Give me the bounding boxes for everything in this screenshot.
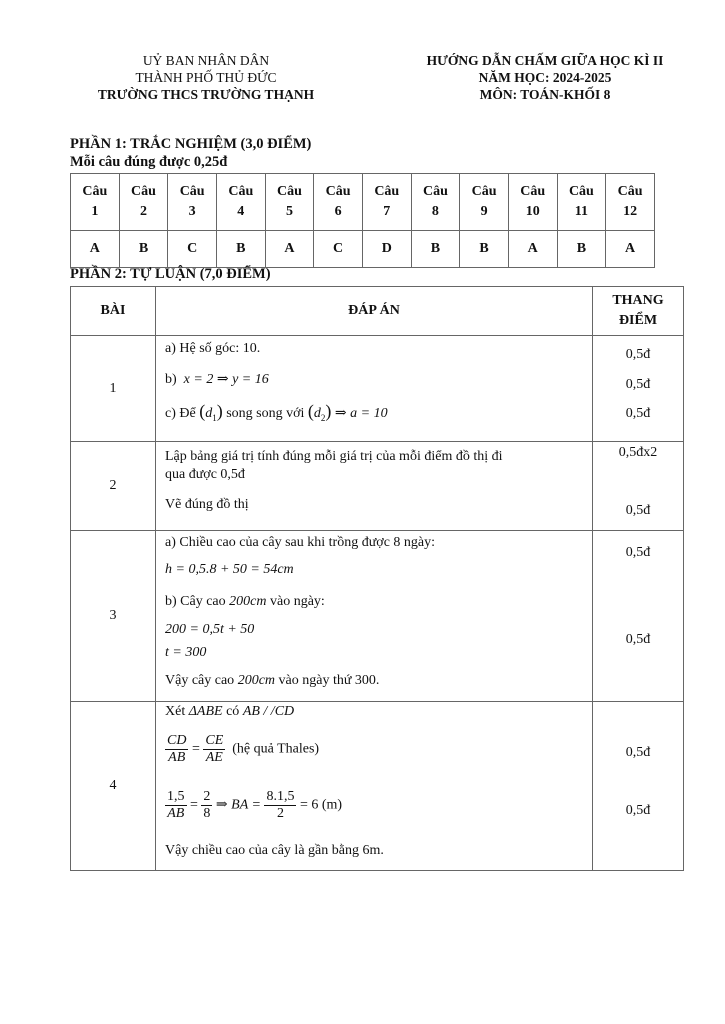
b3-equation-1: 200 = 0,5t + 50	[165, 622, 255, 637]
mcq-question-cell	[460, 174, 509, 231]
b3-a1-end: ngày:	[403, 535, 436, 550]
mcq-question-number: 7	[383, 204, 391, 219]
bai-number: 1	[71, 336, 156, 442]
b3-c-val: 200cm	[237, 673, 276, 688]
mcq-answer-cell: B	[557, 231, 606, 268]
mcq-question-cell	[508, 174, 557, 231]
frac-den: AB	[167, 806, 185, 821]
mcq-question-word: Câu	[325, 184, 351, 199]
mcq-question-word: Câu	[471, 184, 497, 199]
b1-part-b	[165, 371, 269, 388]
b4-conclusion: Vậy chiều cao của cây là gần bằng 6m.	[165, 843, 384, 858]
frac-den: 8	[203, 806, 211, 821]
mcq-answer-cell: A	[606, 231, 655, 268]
mcq-question-number: 8	[431, 204, 439, 219]
b3-part-a-text	[165, 535, 435, 551]
part1-subtitle: Mỗi câu đúng được 0,25đ	[70, 154, 228, 170]
header-right-line-1: HƯỚNG DẪN CHẤM GIỮA HỌC KÌ II	[426, 53, 664, 68]
mcq-question-number: 1	[91, 204, 99, 219]
col-dapan-header: ĐÁP ÁN	[156, 287, 593, 336]
mcq-question-cell	[168, 174, 217, 231]
b3-a1: a) Chiều cao của cây sau khi trồng được	[165, 535, 390, 550]
b4-frac-15-ab	[165, 789, 187, 822]
frac-num: 8.1,5	[266, 789, 295, 804]
mcq-question-word: Câu	[82, 184, 108, 199]
b3-conclusion	[165, 673, 379, 689]
mcq-question-word: Câu	[422, 184, 448, 199]
b3-b1-end: vào ngày:	[269, 594, 325, 609]
header-left	[70, 52, 342, 103]
b4-score-2: 0,5đ	[625, 803, 651, 818]
bai-number: 2	[71, 442, 156, 531]
b2-score-1: 0,5đx2	[618, 445, 658, 460]
header-right-line-3: MÔN: TOÁN-KHỐI 8	[479, 87, 611, 102]
mcq-question-number: 5	[285, 204, 293, 219]
mcq-question-word: Câu	[228, 184, 254, 199]
frac-num: CD	[167, 733, 187, 748]
mcq-question-number: 10	[525, 204, 540, 219]
table-row	[71, 531, 684, 702]
b3-b1-val: 200cm	[229, 594, 267, 609]
mcq-question-cell	[606, 174, 655, 231]
b1-part-c: c) Để $(d_1)$ song song với $(d_2)$ ⇒ a = 10	[165, 401, 388, 423]
mcq-question-word: Câu	[520, 184, 546, 199]
frac-num: CE	[205, 733, 224, 748]
bai-number: 3	[71, 531, 156, 702]
b1-c-d1: d	[205, 406, 213, 421]
header-left-line-3: TRƯỜNG THCS TRƯỜNG THẠNH	[97, 87, 315, 102]
mcq-question-number: 2	[139, 204, 147, 219]
mcq-question-cell	[362, 174, 411, 231]
essay-header-row	[71, 287, 684, 336]
mcq-answer-cell: A	[265, 231, 314, 268]
mcq-question-cell	[71, 174, 120, 231]
b1-c-sub2: 2	[320, 412, 326, 423]
table-row	[71, 336, 684, 442]
b4-frac-ce-ae	[203, 733, 225, 766]
mcq-answer-cell: B	[411, 231, 460, 268]
b2-line-1: Lập bảng giá trị tính đúng mỗi giá trị của mỗi điểm đồ thị đi	[165, 449, 503, 464]
mcq-question-word: Câu	[277, 184, 302, 199]
b2-score-2: 0,5đ	[625, 503, 651, 518]
bai-number: 4	[71, 702, 156, 871]
b3-part-b-text	[165, 594, 325, 610]
b4-l1-pre: Xét	[165, 704, 186, 719]
mcq-question-cell	[119, 174, 168, 231]
b4-l1-mid: có	[226, 704, 240, 719]
col-thang-label: THANG	[612, 293, 664, 308]
frac-num: 1,5	[167, 789, 185, 804]
mcq-question-word: Câu	[131, 184, 156, 199]
b1-part-a: a) Hệ số góc: 10.	[165, 341, 261, 356]
frac-den: AE	[205, 750, 223, 765]
header-right-line-2: NĂM HỌC: 2024-2025	[478, 70, 612, 85]
b4-l1-par: AB / /CD	[242, 704, 295, 719]
mcq-question-number: 3	[188, 204, 196, 219]
b4-l3-end: = 6 (m)	[299, 797, 343, 813]
mcq-answer-cell: A	[71, 231, 120, 268]
b4-line-1	[165, 704, 294, 720]
mcq-answer-table	[70, 173, 655, 268]
part1-title: PHẦN 1: TRẮC NGHIỆM (3,0 ĐIỂM)	[70, 136, 312, 152]
col-diem-header	[593, 287, 684, 336]
b3-a1-num: 8	[393, 535, 401, 550]
frac-den: 2	[276, 806, 284, 821]
b4-l3-mid: ⇒ BA =	[215, 797, 261, 813]
b2-line-3: Vẽ đúng đồ thị	[165, 497, 249, 512]
mcq-answer-cell: B	[119, 231, 168, 268]
col-diem-label: ĐIỂM	[618, 313, 658, 328]
mcq-question-number: 12	[623, 204, 638, 219]
mcq-answer-cell: B	[216, 231, 265, 268]
b4-frac-result	[264, 789, 296, 822]
mcq-answer-cell: D	[362, 231, 411, 268]
mcq-question-cell	[557, 174, 606, 231]
table-row	[71, 442, 684, 531]
b1-score-a: 0,5đ	[625, 347, 651, 362]
mcq-question-cell	[216, 174, 265, 231]
mcq-question-word: Câu	[568, 184, 594, 199]
table-row	[71, 702, 684, 871]
mcq-question-number: 9	[480, 204, 488, 219]
frac-den: AB	[168, 750, 186, 765]
b1-b-math: x = 2 ⇒ y = 16	[183, 372, 269, 387]
header-left-line-2: THÀNH PHỐ THỦ ĐỨC	[135, 70, 277, 85]
mcq-question-word: Câu	[179, 184, 205, 199]
mcq-answer-cell: C	[314, 231, 363, 268]
b4-frac-2-8	[201, 789, 212, 822]
b1-score-c: 0,5đ	[625, 406, 651, 421]
b1-c-end: ⇒ a = 10	[334, 406, 388, 421]
mcq-question-number: 6	[334, 204, 342, 219]
frac-num: 2	[203, 789, 211, 804]
mcq-answer-cell: B	[460, 231, 509, 268]
b3-b1-pre: b) Cây cao	[165, 594, 226, 609]
mcq-question-cell	[411, 174, 460, 231]
essay-answer-table	[70, 286, 684, 871]
b1-c-d2: d	[313, 406, 321, 421]
header-right	[400, 52, 690, 103]
mcq-question-number: 11	[574, 204, 588, 219]
b3-part-a-math: h = 0,5.8 + 50 = 54cm	[165, 562, 294, 577]
b4-score-1: 0,5đ	[625, 745, 651, 760]
b1-b-label: b)	[165, 372, 177, 387]
mcq-question-word: Câu	[617, 184, 643, 199]
mcq-question-number: 4	[237, 204, 245, 219]
b4-l2-note: (hệ quả Thales)	[232, 741, 320, 757]
mcq-answer-cell: A	[508, 231, 557, 268]
b3-c-end: vào ngày thứ 300.	[278, 673, 380, 688]
b3-c-pre: Vậy cây cao	[165, 673, 235, 688]
b3-score-a: 0,5đ	[625, 545, 651, 560]
mcq-question-cell	[265, 174, 314, 231]
mcq-answer-cell: C	[168, 231, 217, 268]
b3-equation-2: t = 300	[165, 645, 207, 660]
b1-score-b: 0,5đ	[625, 377, 651, 392]
b1-c-label: c) Để	[165, 406, 196, 421]
b4-line-3: $\frac{1,5}{AB}$ = $\frac{2}{8}$ ⇒ BA = $\frac{8.1,5}{2}$ = 6 (m)	[167, 789, 343, 821]
b1-c-mid: song song với	[226, 406, 305, 421]
part2-title: PHẦN 2: TỰ LUẬN (7,0 ĐIỂM)	[70, 266, 271, 282]
b1-c-sub1: 1	[212, 412, 217, 423]
header-left-line-1: UỶ BAN NHÂN DÂN	[142, 53, 270, 68]
mcq-question-cell	[314, 174, 363, 231]
b3-score-b: 0,5đ	[625, 632, 651, 647]
col-bai-header: BÀI	[71, 287, 156, 336]
b4-frac-cd-ab	[165, 733, 188, 766]
b4-line-2: $\frac{CD}{AB}$ = $\frac{CE}{AE}$ (hệ quả Thales)	[167, 733, 320, 765]
b4-l1-tri: ΔABE	[188, 704, 223, 719]
b2-line-2: qua được 0,5đ	[165, 467, 245, 482]
mcq-question-word: Câu	[374, 184, 400, 199]
